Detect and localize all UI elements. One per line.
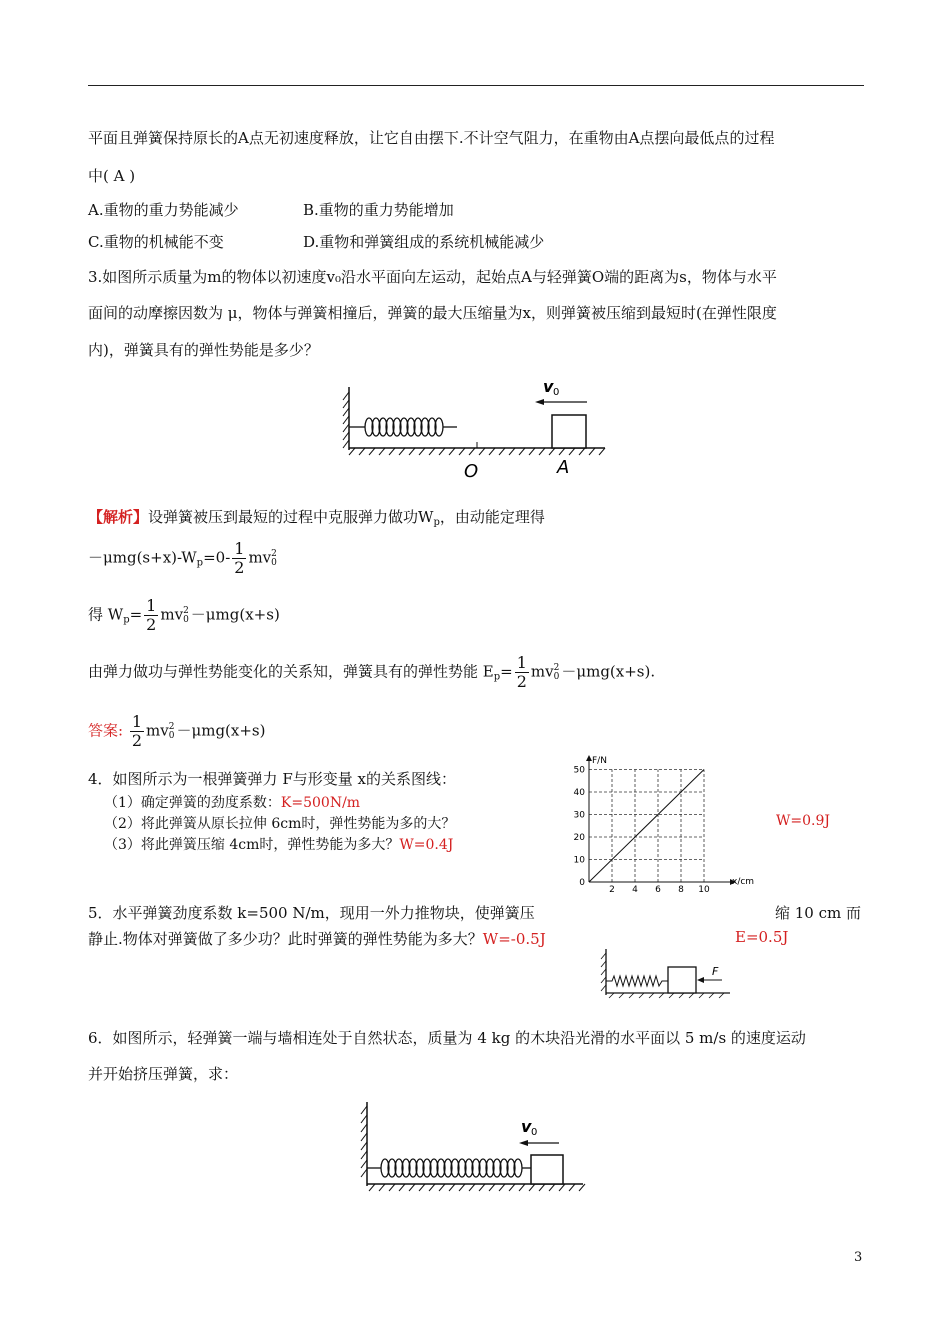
q5-line2: 静止.物体对弹簧做了多少功？此时弹簧的弹性势能为多大？W=-0.5J xyxy=(88,930,546,948)
q2-line2: 中( A ) xyxy=(88,167,136,185)
q5-answer2: E=0.5J xyxy=(735,928,789,946)
q5-line1: 5．水平弹簧劲度系数 k=500 N/m，现用一外力推物块，使弹簧压 xyxy=(88,904,535,922)
x-tick-label: 4 xyxy=(632,885,638,895)
solution-tag: 【解析】 xyxy=(88,508,149,526)
y-axis-label: F/N xyxy=(592,756,607,766)
force-extension-chart xyxy=(556,752,766,897)
header-rule xyxy=(88,85,864,86)
y-tick-label: 0 xyxy=(579,878,585,888)
answer-line: 答案: $\frac{1}{2}$ mv 2 0 －μmg(x+s) xyxy=(88,712,266,750)
q2-option-c: C.重物的机械能不变 xyxy=(88,233,224,251)
x-tick-label: 8 xyxy=(678,885,684,895)
q3-line2: 面间的动摩擦因数为 μ，物体与弹簧相撞后，弹簧的最大压缩量为x，则弹簧被压缩到最短时(在弹性限度 xyxy=(88,304,777,322)
solution-eq2: 得 $W_p=$ $\frac{1}{2}$ mv 2 0 －μmg(x+s) xyxy=(88,596,280,634)
solution-line1: 【解析】设弹簧被压到最短的过程中克服弹力做功$W_p$，由动能定理得 xyxy=(88,508,545,528)
q5-line1-tail: 缩 10 cm 而 xyxy=(775,904,862,922)
x-tick-label: 10 xyxy=(698,885,710,895)
q2-option-b: B.重物的重力势能增加 xyxy=(303,201,454,219)
y-tick-label: 10 xyxy=(573,855,585,866)
spring-graphic xyxy=(367,1159,531,1177)
q6-line2: 并开始挤压弹簧，求： xyxy=(88,1065,239,1083)
q2-option-a: A.重物的重力势能减少 xyxy=(88,201,239,219)
q4-answer3: W=0.4J xyxy=(399,837,454,853)
x-tick-label: 2 xyxy=(609,885,615,895)
answer-label: 答案: xyxy=(88,721,124,740)
q3-figure xyxy=(335,372,615,482)
solution-eq1: $-\mu mg(s+x)-W_p=0-$ $\frac{1}{2}$ mv 2 0 xyxy=(88,539,277,577)
q2-option-d: D.重物和弹簧组成的系统机械能减少 xyxy=(303,233,545,251)
q4-title: 4．如图所示为一根弹簧弹力 F与形变量 x的关系图线： xyxy=(88,770,456,788)
q6-line1: 6．如图所示，轻弹簧一端与墙相连处于自然状态，质量为 4 kg 的木块沿光滑的水平面以 5 m/s 的速度运动 xyxy=(88,1029,806,1047)
spring-graphic xyxy=(349,418,457,436)
q4-sub2: （2）将此弹簧从原长拉伸 6cm时，弹性势能为多的大？ xyxy=(104,816,456,832)
force-label: F xyxy=(712,965,719,978)
y-tick-label: 40 xyxy=(573,788,585,798)
q4-sub1: （1）确定弹簧的劲度系数：K=500N/m xyxy=(104,795,361,811)
solution-line3: 由弹力做功与弹性势能变化的关系知，弹簧具有的弹性势能 $E_p=$ $\frac{1}{2}$ mv 2 0 －μmg(x+s). xyxy=(88,653,656,691)
fraction-half: $\frac{1}{2}$ xyxy=(234,539,245,577)
v0-subscript: 0 xyxy=(531,1127,538,1138)
fraction-half: $\frac{1}{2}$ xyxy=(516,653,527,691)
block xyxy=(668,967,696,993)
fraction-half: $\frac{1}{2}$ xyxy=(146,596,157,634)
block xyxy=(531,1155,563,1184)
v0-label: v xyxy=(543,377,554,396)
y-tick-label: 20 xyxy=(573,833,585,843)
point-a-label: A xyxy=(557,457,570,478)
q6-figure xyxy=(355,1098,590,1198)
q5-figure xyxy=(598,945,738,1000)
x-axis-label: x/cm xyxy=(732,877,755,887)
q3-line3: 内)，弹簧具有的弹性势能是多少？ xyxy=(88,341,319,359)
fraction-half: $\frac{1}{2}$ xyxy=(131,712,143,750)
block xyxy=(552,415,586,448)
x-tick-label: 6 xyxy=(655,885,661,895)
q5-answer1: W=-0.5J xyxy=(482,930,546,948)
y-tick-label: 50 xyxy=(573,765,585,776)
point-o-label: O xyxy=(464,461,479,482)
q4-sub3: （3）将此弹簧压缩 4cm时，弹性势能为多大？W=0.4J xyxy=(104,837,454,853)
series-line xyxy=(589,770,704,883)
q4-answer1: K=500N/m xyxy=(280,795,361,811)
q3-line1: 3.如图所示质量为m的物体以初速度v₀沿水平面向左运动，起始点A与轻弹簧O端的距离为s，物体与水平 xyxy=(88,268,777,286)
y-tick-label: 30 xyxy=(573,810,585,821)
v0-subscript: 0 xyxy=(553,387,560,398)
q2-line1: 平面且弹簧保持原长的A点无初速度释放，让它自由摆下.不计空气阻力，在重物由A点摆向最低点的过程 xyxy=(88,129,775,147)
compressed-spring xyxy=(606,976,668,986)
v0-label: v xyxy=(521,1117,532,1136)
q4-answer2: W=0.9J xyxy=(776,813,830,829)
page-number: 3 xyxy=(854,1250,863,1265)
